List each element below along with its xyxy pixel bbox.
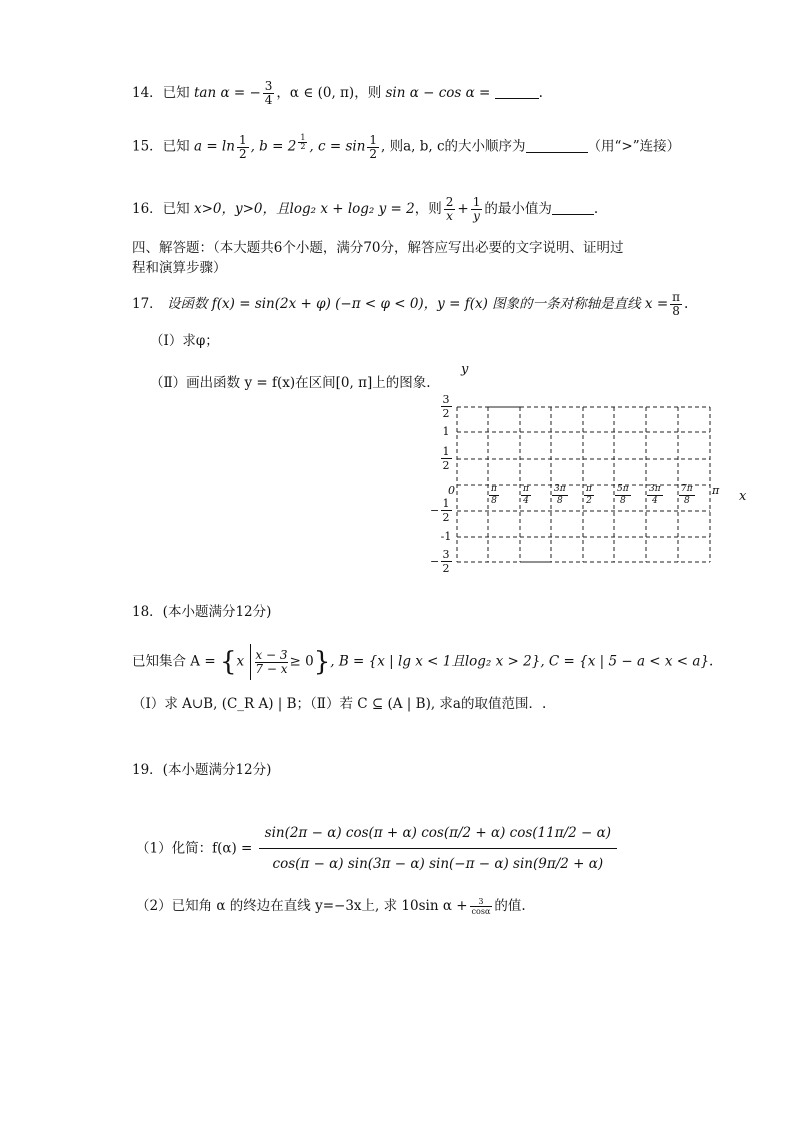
answer-blank-16[interactable] bbox=[552, 200, 594, 215]
x-tick-label: $\frac{5\pi}{8}$ bbox=[617, 484, 629, 506]
y-tick-label: 1 bbox=[442, 425, 450, 438]
section-4-line-2: 程和演算步骤） bbox=[132, 260, 227, 276]
x-tick-label: $\frac{\pi}{8}$ bbox=[491, 484, 497, 506]
question-17-part-1: （Ⅰ）求φ； bbox=[150, 333, 219, 349]
question-14: 14．已知 tan α = − $\frac{3}{4}$ ，α ∈ (0, π)，则 sin α − cos α = . bbox=[132, 79, 543, 107]
question-19-title: 19．(本小题满分12分) bbox=[132, 762, 272, 778]
question-18-stem: 已知集合 A = {x $\frac{x - 3}{7 - x}$ ≥ 0}, B = {x | lg x < 1且log₂ x > 2}, C = {x | 5 − a < x < a}. bbox=[132, 644, 713, 680]
x-tick-label: $\frac{3\pi}{8}$ bbox=[554, 484, 566, 506]
question-17: 17． 设函数 f(x) = sin(2x + φ) (−π < φ < 0)，y = f(x) 图象的一条对称轴是直线 x = $\frac{\pi}{8}$ . bbox=[132, 290, 689, 318]
y-tick-label: − $\frac{3}{2}$ bbox=[430, 548, 450, 575]
fraction-2-x: $\frac{2}{x}$ bbox=[445, 195, 454, 223]
simplify-fraction: $\frac{\sin(2\pi - \alpha) \cos(\pi + \alpha) \cos(\pi/2 + \alpha) \cos(11\pi/2 - \alpha)}{\cos(\pi - \alpha) \sin(3\pi - \alpha) \sin(-\pi - \alpha) \sin(9\pi/2 + \alpha)}$ bbox=[259, 818, 617, 879]
question-19-part-2: （2）已知角 α 的终边在直线 y=−3x上, 求 10sin α + $\frac{3}{\cos\alpha}$ 的值. bbox=[136, 897, 526, 916]
coordinate-grid bbox=[430, 362, 760, 582]
question-16: 16．已知 x>0，y>0，且log₂ x + log₂ y = 2，则 $\frac{2}{x}$ + $\frac{1}{y}$ 的最小值为 . bbox=[132, 195, 599, 223]
origin-label: 0 bbox=[448, 484, 455, 497]
y-tick-label: $\frac{1}{2}$ bbox=[442, 445, 450, 472]
fraction-half-a: $\frac{1}{2}$ bbox=[238, 132, 247, 161]
section-4-line-1: 四、解答题：（本大题共6个小题，满分70分，解答应写出必要的文字说明、证明过 bbox=[132, 240, 624, 256]
fraction-set-a: $\frac{x - 3}{7 - x}$ bbox=[255, 647, 288, 676]
x-tick-label: $\frac{\pi}{4}$ bbox=[523, 484, 529, 506]
fraction-1-y: $\frac{1}{y}$ bbox=[472, 195, 481, 223]
fraction-pi-8: $\frac{\pi}{8}$ bbox=[672, 290, 681, 318]
fraction-3-4: $\frac{3}{4}$ bbox=[264, 79, 273, 107]
y-tick-label: − $\frac{1}{2}$ bbox=[430, 497, 450, 524]
x-axis-label: x bbox=[739, 489, 747, 504]
fraction-3-cos: $\frac{3}{\cos\alpha}$ bbox=[471, 897, 491, 916]
question-17-part-2: （Ⅱ）画出函数 y = f(x)在区间[0, π]上的图象. bbox=[150, 375, 431, 391]
pi-label: π bbox=[712, 484, 720, 497]
question-15: 15．已知 a = ln $\frac{1}{2}$ , b = 2 $^{\frac{1}{2}}$ , c = sin $\frac{1}{2}$ , 则a, b, c的大小顺序为 （用“>”连接） bbox=[132, 132, 681, 161]
answer-blank-14[interactable] bbox=[495, 84, 539, 99]
question-18-title: 18．(本小题满分12分) bbox=[132, 604, 272, 620]
question-18-parts: （Ⅰ）求 A∪B, (C_R A) | B；（Ⅱ）若 C ⊆ (A | B), 求a的取值范围．. bbox=[132, 696, 547, 712]
x-tick-label: $\frac{3\pi}{4}$ bbox=[649, 484, 661, 506]
y-tick-label: $\frac{3}{2}$ bbox=[442, 393, 450, 420]
answer-blank-15[interactable] bbox=[526, 138, 588, 153]
x-tick-label: $\frac{7\pi}{8}$ bbox=[681, 484, 693, 506]
exponent: 1 2 bbox=[300, 133, 306, 151]
grid-lines bbox=[430, 362, 760, 582]
y-tick-label: -1 bbox=[440, 530, 452, 543]
question-19-part-1: （1）化简：f(α) = $\frac{\sin(2\pi - \alpha) \cos(\pi + \alpha) \cos(\pi/2 + \alpha) \cos(11\pi/2 - \alpha)}{\cos(\pi - \alpha) \sin(3\pi - \alpha) \sin(-\pi - \alpha) \sin(9\pi/2 + \alpha)}$ bbox=[136, 818, 619, 879]
fraction-half-c: $\frac{1}{2}$ bbox=[369, 132, 378, 161]
x-tick-label: $\frac{\pi}{2}$ bbox=[586, 484, 592, 506]
y-axis-label: y bbox=[461, 362, 469, 377]
